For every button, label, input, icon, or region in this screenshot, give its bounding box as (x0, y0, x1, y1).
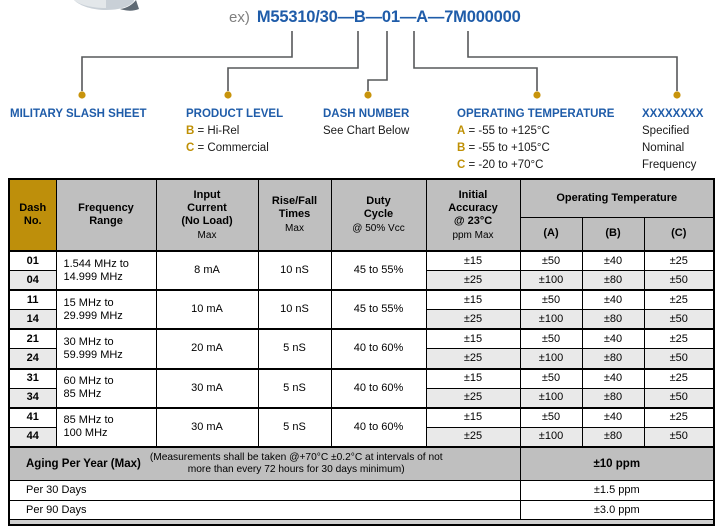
header-text: Cycle (363, 208, 394, 220)
header-rise-fall (258, 179, 331, 251)
accuracy-cell: ±15 (426, 290, 520, 310)
header-text: Dash (19, 202, 47, 214)
accuracy-cell: ±25 (426, 427, 520, 447)
freq-text: 30 MHz to (63, 335, 114, 348)
temp-b-cell: ±40 (582, 251, 644, 271)
dash-no-cell: 21 (9, 329, 56, 349)
callout-dash-number (323, 106, 409, 140)
accuracy-cell: ±25 (426, 310, 520, 330)
freq-text: 85 MHz (63, 388, 102, 401)
table-row (9, 329, 714, 349)
callout-title: DASH NUMBER (323, 108, 410, 120)
duty-cycle-cell: 40 to 60% (331, 329, 426, 368)
header-temp-b: (B) (582, 217, 644, 251)
freq-text: 14.999 MHz (63, 270, 123, 283)
aging-note (150, 452, 443, 477)
option-code: B (457, 142, 466, 154)
header-text: Initial (458, 188, 488, 201)
bottom-strip-cell (9, 520, 714, 525)
dash-no-cell: 34 (9, 388, 56, 408)
freq-text: 60 MHz to (63, 375, 114, 388)
temp-b-cell: ±40 (582, 290, 644, 310)
header-dash-no (9, 179, 56, 251)
input-current-cell: 10 mA (156, 290, 258, 329)
freq-text: 29.999 MHz (63, 309, 123, 322)
per-90-value-cell: ±3.0 ppm (520, 500, 714, 520)
header-operating-temperature: Operating Temperature (520, 179, 714, 217)
temp-a-cell: ±50 (520, 369, 582, 389)
callout-line (457, 140, 614, 157)
header-text: Range (89, 215, 123, 227)
callout-line (186, 140, 283, 157)
aging-note-line: (Measurements shall be taken @+70°C ±0.2°C at intervals of not (149, 451, 443, 463)
dash-no-cell: 04 (9, 271, 56, 291)
callout-title: OPERATING TEMPERATURE (457, 108, 615, 120)
part-number-text: M55310/30—B—01—A—7M000000 (256, 8, 521, 26)
input-current-cell: 30 mA (156, 408, 258, 447)
duty-cycle-cell: 40 to 60% (331, 369, 426, 408)
frequency-range-cell (56, 369, 156, 408)
duty-cycle-cell: 45 to 55% (331, 290, 426, 329)
option-code: B (186, 125, 195, 137)
temp-a-cell: ±100 (520, 427, 582, 447)
header-text: Rise/Fall (271, 195, 318, 207)
callout-title: MILITARY SLASH SHEET (10, 108, 147, 120)
rise-fall-cell: 10 nS (258, 251, 331, 290)
callout-title: PRODUCT LEVEL (186, 108, 284, 120)
temp-a-cell: ±50 (520, 251, 582, 271)
per-30-value-cell: ±1.5 ppm (520, 481, 714, 501)
temp-c-cell: ±50 (644, 271, 714, 291)
temp-b-cell: ±80 (582, 388, 644, 408)
frequency-range-cell (56, 290, 156, 329)
temp-c-cell: ±25 (644, 369, 714, 389)
option-text: = -55 to +125°C (465, 125, 550, 137)
temp-a-cell: ±100 (520, 349, 582, 369)
accuracy-cell: ±15 (426, 369, 520, 389)
header-temp-a: (A) (520, 217, 582, 251)
accuracy-cell: ±15 (426, 408, 520, 428)
table-row (9, 369, 714, 389)
table-row (9, 251, 714, 271)
per-90-label-cell: Per 90 Days (9, 500, 520, 520)
callout-line (642, 140, 703, 157)
option-text: = Hi-Rel (194, 125, 240, 137)
callout-line (642, 157, 703, 174)
aging-label: Aging Per Year (Max) (26, 457, 141, 470)
header-text: No. (23, 215, 42, 227)
option-text: = Commercial (194, 142, 269, 154)
temp-b-cell: ±40 (582, 369, 644, 389)
rise-fall-cell: 10 nS (258, 290, 331, 329)
duty-cycle-cell: 40 to 60% (331, 408, 426, 447)
freq-text: 1.544 MHz to (63, 257, 129, 270)
accuracy-cell: ±25 (426, 388, 520, 408)
dash-no-cell: 14 (9, 310, 56, 330)
per-30-days-row (9, 481, 714, 501)
header-subtext: ppm Max (452, 229, 494, 241)
header-initial-accuracy (426, 179, 520, 251)
option-code: C (186, 142, 195, 154)
header-input-current (156, 179, 258, 251)
callout-operating-temperature (457, 106, 614, 174)
temp-c-cell: ±50 (644, 427, 714, 447)
temp-b-cell: ±40 (582, 329, 644, 349)
input-current-cell: 20 mA (156, 329, 258, 368)
header-subtext: @ 50% Vcc (352, 223, 405, 234)
temp-c-cell: ±50 (644, 310, 714, 330)
header-text: Duty (366, 195, 391, 207)
header-text: (No Load) (181, 214, 233, 227)
temp-a-cell: ±50 (520, 408, 582, 428)
dash-no-cell: 31 (9, 369, 56, 389)
temp-a-cell: ±50 (520, 329, 582, 349)
freq-text: 59.999 MHz (63, 348, 123, 361)
header-text: Current (187, 201, 227, 214)
input-current-cell: 8 mA (156, 251, 258, 290)
freq-text: 15 MHz to (63, 296, 114, 309)
per-30-label-cell: Per 30 Days (9, 481, 520, 501)
temp-a-cell: ±100 (520, 310, 582, 330)
callout-line (457, 123, 614, 140)
dash-no-cell: 44 (9, 427, 56, 447)
option-text: Specified (642, 125, 690, 137)
accuracy-cell: ±15 (426, 251, 520, 271)
temp-c-cell: ±25 (644, 251, 714, 271)
table-bottom-strip (9, 520, 714, 525)
temp-a-cell: ±50 (520, 290, 582, 310)
accuracy-cell: ±25 (426, 349, 520, 369)
callout-line (323, 123, 409, 140)
option-text: See Chart Below (323, 125, 410, 137)
dash-no-cell: 41 (9, 408, 56, 428)
header-subtext: Max (285, 223, 304, 234)
option-code: C (457, 159, 466, 171)
header-text: Input (193, 188, 221, 201)
accuracy-cell: ±15 (426, 329, 520, 349)
temp-b-cell: ±80 (582, 349, 644, 369)
option-text: = -20 to +70°C (465, 159, 544, 171)
option-text: Frequency (642, 159, 697, 171)
accuracy-cell: ±25 (426, 271, 520, 291)
header-text: Frequency (78, 202, 134, 214)
option-code: A (457, 125, 466, 137)
option-text: = -55 to +105°C (465, 142, 550, 154)
dash-no-cell: 24 (9, 349, 56, 369)
spec-table (8, 178, 715, 526)
aging-label-cell (9, 447, 520, 481)
option-text: Nominal (642, 142, 685, 154)
callout-nominal-frequency (642, 106, 703, 174)
temp-a-cell: ±100 (520, 271, 582, 291)
frequency-range-cell (56, 408, 156, 447)
table-row (9, 290, 714, 310)
temp-c-cell: ±25 (644, 408, 714, 428)
temp-c-cell: ±25 (644, 329, 714, 349)
frequency-range-cell (56, 329, 156, 368)
callout-product-level (186, 106, 283, 157)
header-subtext: Max (197, 229, 217, 241)
rise-fall-cell: 5 nS (258, 369, 331, 408)
temp-c-cell: ±25 (644, 290, 714, 310)
temp-c-cell: ±50 (644, 349, 714, 369)
header-frequency-range (56, 179, 156, 251)
callout-military-slash-sheet (10, 106, 147, 123)
header-text: @ 23°C (453, 214, 493, 227)
temp-b-cell: ±80 (582, 310, 644, 330)
header-text: Accuracy (448, 201, 498, 214)
per-90-days-row (9, 500, 714, 520)
dash-no-cell: 11 (9, 290, 56, 310)
freq-text: 85 MHz to (63, 414, 114, 427)
callout-line (457, 157, 614, 174)
temp-b-cell: ±40 (582, 408, 644, 428)
temp-c-cell: ±50 (644, 388, 714, 408)
callout-line (642, 123, 703, 140)
temp-a-cell: ±100 (520, 388, 582, 408)
header-text: Times (278, 208, 311, 220)
aging-note-line: more than every 72 hours for 30 days minimum) (187, 464, 405, 476)
aging-row (9, 447, 714, 481)
callout-line (186, 123, 283, 140)
frequency-range-cell (56, 251, 156, 290)
aging-value-cell: ±10 ppm (520, 447, 714, 481)
freq-text: 100 MHz (63, 427, 108, 440)
callout-title: XXXXXXXX (642, 108, 704, 120)
temp-b-cell: ±80 (582, 271, 644, 291)
example-prefix: ex) (229, 9, 250, 26)
rise-fall-cell: 5 nS (258, 408, 331, 447)
temp-b-cell: ±80 (582, 427, 644, 447)
header-duty-cycle (331, 179, 426, 251)
input-current-cell: 30 mA (156, 369, 258, 408)
rise-fall-cell: 5 nS (258, 329, 331, 368)
duty-cycle-cell: 45 to 55% (331, 251, 426, 290)
header-temp-c: (C) (644, 217, 714, 251)
table-header-row (9, 179, 714, 217)
table-row (9, 408, 714, 428)
dash-no-cell: 01 (9, 251, 56, 271)
